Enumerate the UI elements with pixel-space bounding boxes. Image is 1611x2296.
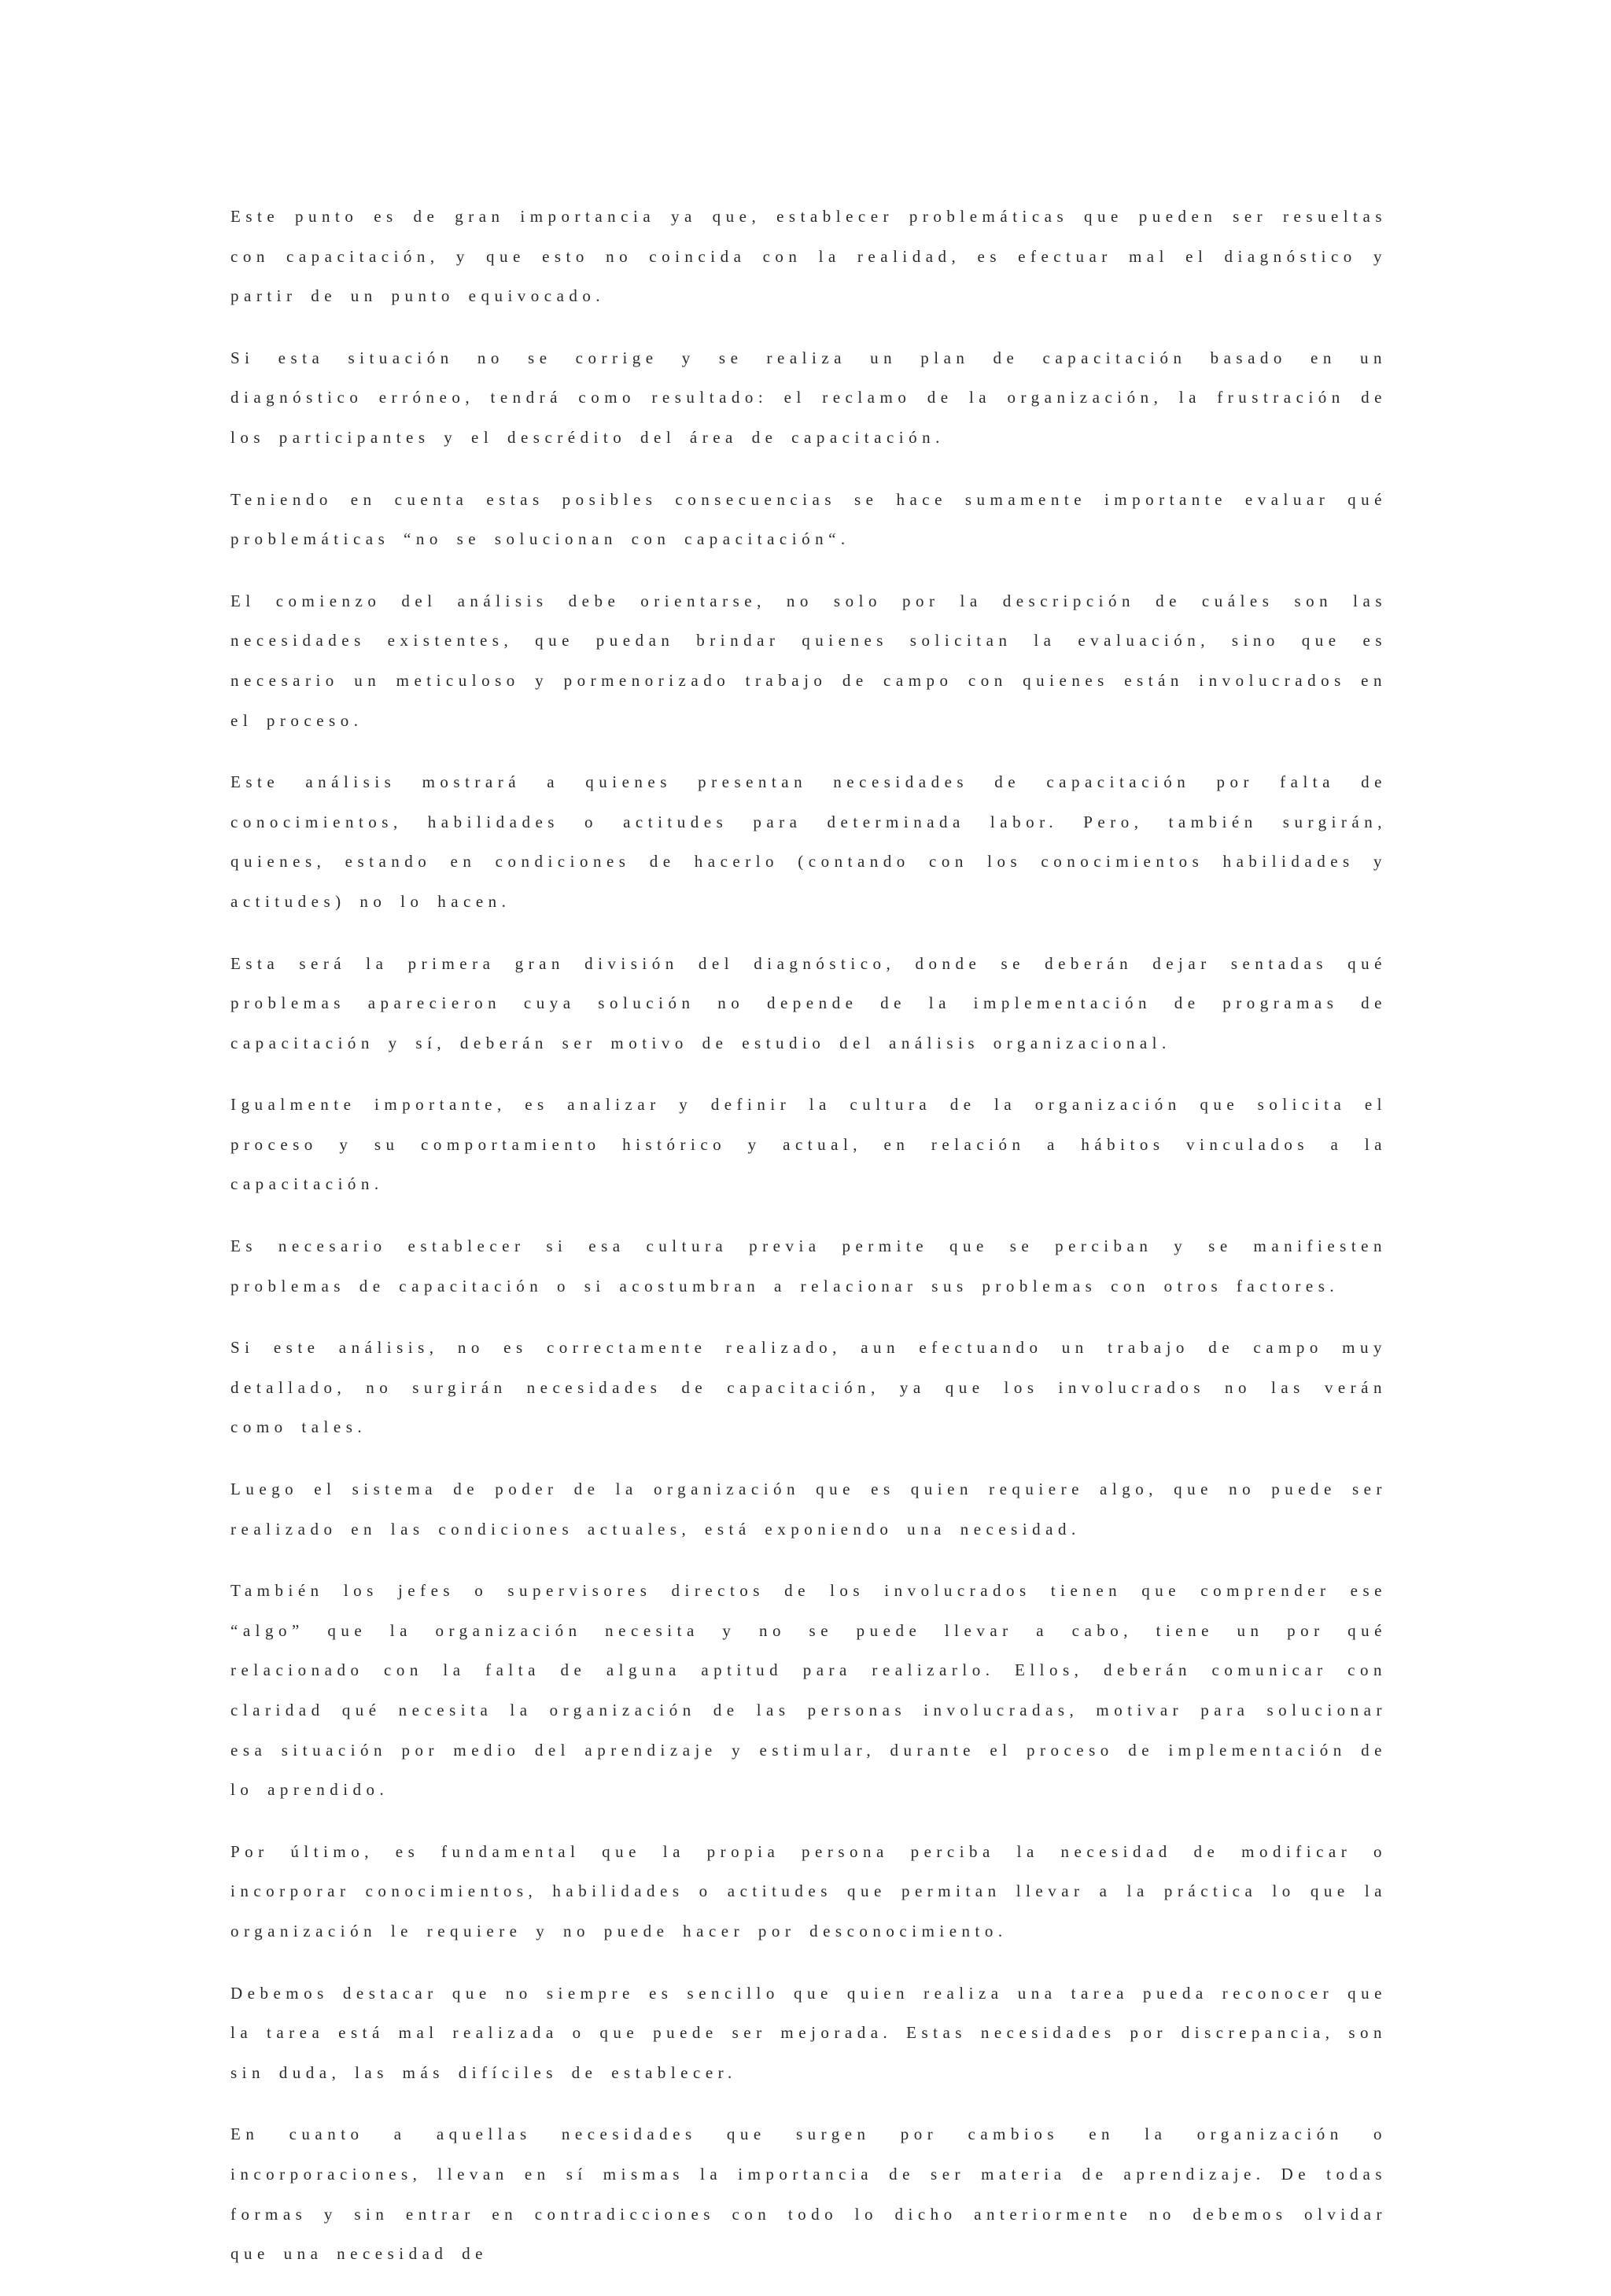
paragraph: También los jefes o supervisores directos de los involucrados tienen que comprender ese “algo” que la organización necesita y no se puede llevar a cabo, tiene un por qué relacionado con la falta de alguna aptitud para realizarlo. Ellos, deberán comunicar con claridad qué necesita la organización de las personas involucradas, motivar para solucionar esa situación por medio del aprendizaje y estimular, durante el proceso de implementación de lo aprendido.: [230, 1581, 1387, 1800]
paragraph: Esta será la primera gran división del diagnóstico, donde se deberán dejar sentadas qué problemas aparecieron cuya solución no depende de la implementación de programas de capacitación y sí, deberán ser motivo de estudio del análisis organizacional.: [230, 953, 1387, 1052]
paragraph: Por último, es fundamental que la propia persona perciba la necesidad de modificar o incorporar conocimientos, habilidades o actitudes que permitan llevar a la práctica lo que la organización le requiere y no puede hacer por desconocimiento.: [230, 1841, 1387, 1940]
paragraph: Debemos destacar que no siempre es sencillo que quien realiza una tarea pueda reconocer que la tarea está mal realizada o que puede ser mejorada. Estas necesidades por discrepancia, son sin duda, las más difíciles de establecer.: [230, 1983, 1387, 2082]
paragraph: Si esta situación no se corrige y se realiza un plan de capacitación basado en un diagnóstico erróneo, tendrá como resultado: el reclamo de la organización, la frustración de los participantes y el descrédito del área de capacitación.: [230, 348, 1387, 447]
document-body: [230, 197, 1387, 2296]
paragraph: Si este análisis, no es correctamente realizado, aun efectuando un trabajo de campo muy detallado, no surgirán necesidades de capacitación, ya que los involucrados no las verán como tales.: [230, 1338, 1387, 1437]
paragraph: En cuanto a aquellas necesidades que surgen por cambios en la organización o incorporaciones, llevan en sí mismas la importancia de ser materia de aprendizaje. De todas formas y sin entrar en contradicciones con todo lo dicho anteriormente no debemos olvidar que una necesidad de: [230, 2125, 1387, 2264]
paragraph: Este punto es de gran importancia ya que, establecer problemáticas que pueden ser resueltas con capacitación, y que esto no coincida con la realidad, es efectuar mal el diagnóstico y partir de un punto equivocado.: [230, 207, 1387, 306]
paragraph: Este análisis mostrará a quienes presentan necesidades de capacitación por falta de conocimientos, habilidades o actitudes para determinada labor. Pero, también surgirán, quienes, estando en condiciones de hacerlo (contando con los conocimientos habilidades y actitudes) no lo hacen.: [230, 772, 1387, 911]
paragraph: Teniendo en cuenta estas posibles consecuencias se hace sumamente importante evaluar qué problemáticas “no se solucionan con capacitación“.: [230, 489, 1387, 549]
paragraph: El comienzo del análisis debe orientarse, no solo por la descripción de cuáles son las necesidades existentes, que puedan brindar quienes solicitan la evaluación, sino que es necesario un meticuloso y pormenorizado trabajo de campo con quienes están involucrados en el proceso.: [230, 591, 1387, 730]
paragraph: Igualmente importante, es analizar y definir la cultura de la organización que solicita el proceso y su comportamiento histórico y actual, en relación a hábitos vinculados a la capacitación.: [230, 1095, 1387, 1194]
paragraph: Es necesario establecer si esa cultura previa permite que se perciban y se manifiesten problemas de capacitación o si acostumbran a relacionar sus problemas con otros factores.: [230, 1236, 1387, 1295]
paragraph: Luego el sistema de poder de la organización que es quien requiere algo, que no puede ser realizado en las condiciones actuales, está exponiendo una necesidad.: [230, 1480, 1387, 1539]
